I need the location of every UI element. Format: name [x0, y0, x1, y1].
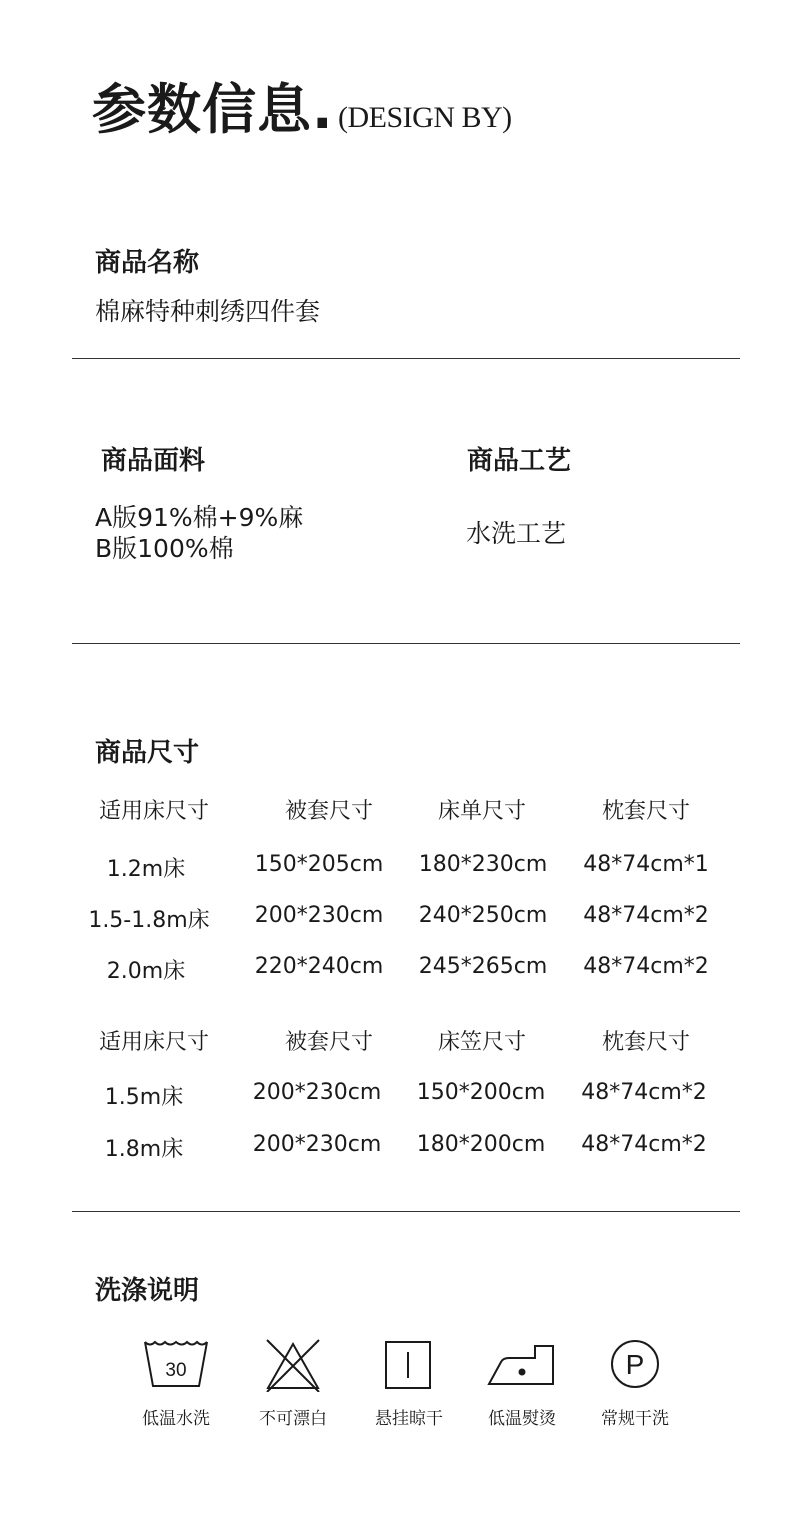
care-item-low-iron	[487, 1336, 557, 1429]
page-title: 参数信息.	[92, 78, 334, 141]
cell-sheet: 240*250cm	[418, 903, 548, 928]
header-fitted-sheet-size: 床笠尺寸	[437, 1030, 527, 1055]
dry-clean-p-icon	[607, 1336, 663, 1392]
cell-pillowcase: 48*74cm*2	[581, 1080, 707, 1105]
dry-clean-letter: P	[625, 1349, 645, 1380]
header-sheet-size: 床单尺寸	[437, 799, 527, 824]
fabric-line-b: B版100%棉	[95, 534, 234, 563]
product-name-value: 棉麻特种刺绣四件套	[95, 297, 321, 326]
cell-bed: 1.8m床	[104, 1137, 184, 1162]
size-label: 商品尺寸	[95, 738, 200, 768]
craft-label: 商品工艺	[467, 446, 572, 476]
cell-bed: 2.0m床	[106, 959, 186, 984]
care-label-text: 低温熨烫	[488, 1409, 556, 1429]
header-pillowcase-size: 枕套尺寸	[601, 799, 691, 824]
cell-pillowcase: 48*74cm*1	[583, 852, 709, 877]
header-duvet-size: 被套尺寸	[284, 799, 374, 824]
product-name-label: 商品名称	[95, 248, 200, 278]
craft-value: 水洗工艺	[466, 519, 567, 548]
cell-bed: 1.5m床	[104, 1085, 184, 1110]
wash-30-icon	[143, 1336, 209, 1392]
cell-duvet: 200*230cm	[252, 1080, 382, 1105]
cell-fitted-sheet: 150*200cm	[416, 1080, 546, 1105]
fabric-label: 商品面料	[101, 446, 206, 476]
header-duvet-size: 被套尺寸	[284, 1030, 374, 1055]
hang-dry-icon	[384, 1336, 434, 1392]
cell-duvet: 220*240cm	[254, 954, 384, 979]
header-pillowcase-size: 枕套尺寸	[601, 1030, 691, 1055]
care-label: 洗涤说明	[95, 1276, 200, 1306]
cell-fitted-sheet: 180*200cm	[416, 1132, 546, 1157]
care-item-dry-clean	[601, 1336, 669, 1429]
cell-pillowcase: 48*74cm*2	[581, 1132, 707, 1157]
low-iron-icon	[487, 1336, 557, 1392]
cell-sheet: 180*230cm	[418, 852, 548, 877]
divider	[72, 643, 740, 644]
divider	[72, 1211, 740, 1212]
cell-pillowcase: 48*74cm*2	[583, 954, 709, 979]
cell-bed: 1.2m床	[106, 857, 186, 882]
page-subtitle: (DESIGN BY)	[338, 101, 512, 134]
header-bed-size: 适用床尺寸	[98, 1030, 210, 1055]
care-item-hang-dry	[375, 1336, 443, 1429]
no-bleach-icon	[263, 1336, 323, 1392]
care-item-no-bleach	[259, 1336, 327, 1429]
cell-duvet: 150*205cm	[254, 852, 384, 877]
cell-pillowcase: 48*74cm*2	[583, 903, 709, 928]
cell-bed: 1.5-1.8m床	[88, 908, 210, 933]
care-label-text: 常规干洗	[601, 1409, 669, 1429]
care-label-text: 不可漂白	[259, 1409, 327, 1429]
divider	[72, 358, 740, 359]
header-bed-size: 适用床尺寸	[98, 799, 210, 824]
care-label-text: 低温水洗	[142, 1409, 210, 1429]
cell-duvet: 200*230cm	[254, 903, 384, 928]
fabric-line-a: A版91%棉+9%麻	[95, 503, 304, 532]
cell-sheet: 245*265cm	[418, 954, 548, 979]
wash-temperature-text: 30	[165, 1360, 187, 1381]
cell-duvet: 200*230cm	[252, 1132, 382, 1157]
care-item-low-temp-wash	[142, 1336, 210, 1429]
care-label-text: 悬挂晾干	[375, 1409, 443, 1429]
